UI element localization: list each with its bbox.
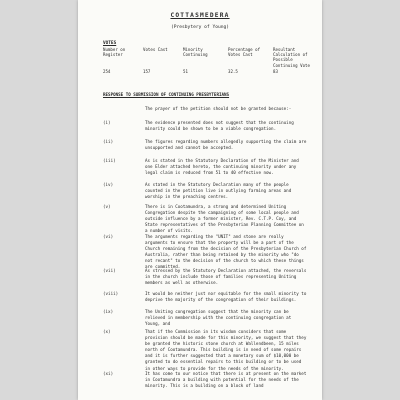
votes-column bbox=[183, 47, 223, 74]
item-number: (v) bbox=[103, 204, 111, 209]
item-text: The Uniting congregation suggest that the minority can be relieved in membership with the continuing congregation at Young, and bbox=[145, 309, 292, 327]
votes-column-value: 254 bbox=[103, 69, 111, 74]
item-number: (vi) bbox=[103, 234, 114, 239]
document-page bbox=[78, 0, 322, 400]
votes-column bbox=[273, 47, 318, 74]
votes-column bbox=[143, 47, 173, 74]
item-text: As is stated in the Statutory Declaration of the Minister and one Elder attached hereto, the continuing minority under any legal claim is reduced from 51 to 40 effective now. bbox=[145, 158, 299, 176]
item-text: It has come to our notice that there is at present on the market in Cootamundra a building with potential for the needs of the minority. This is a building on a block of land bbox=[145, 371, 307, 389]
document-subtitle: (Presbytery of Young) bbox=[170, 25, 230, 30]
item-number: (vii) bbox=[103, 268, 116, 273]
item-number: (ii) bbox=[103, 139, 114, 144]
item-text: The evidence presented does not suggest that the continuing minority could be shown to be a viable congregation. bbox=[145, 120, 294, 132]
votes-column-value: 32.5 bbox=[228, 69, 238, 74]
votes-column-value: 51 bbox=[183, 69, 188, 74]
item-number: (iv) bbox=[103, 182, 114, 187]
votes-column-value: 157 bbox=[143, 69, 151, 74]
votes-column-header: Number on Register bbox=[103, 47, 126, 58]
item-text: There is in Cootamundra, a strong and determined Uniting Congregation despite the campaigning of some local people and outside influence by a former minister, Rev. C.T.P. Coy, and State representatives of the Presbyterian Planning Committee on a number of visits. bbox=[145, 204, 304, 234]
votes-column-header: Percentage of Votes Cast bbox=[228, 47, 261, 58]
item-number: (xi) bbox=[103, 371, 114, 376]
intro-paragraph: The prayer of the petition should not be granted because:- bbox=[145, 106, 292, 111]
votes-column-header: Resultant Calculation of Possible Continuing Vote bbox=[273, 47, 310, 68]
item-number: (i) bbox=[103, 120, 111, 125]
item-number: (ix) bbox=[103, 309, 114, 314]
votes-column bbox=[103, 47, 143, 74]
votes-heading: VOTES bbox=[103, 41, 117, 46]
votes-column-value: 83 bbox=[273, 69, 278, 74]
item-number: (iii) bbox=[103, 158, 116, 163]
votes-column bbox=[228, 47, 273, 74]
item-text: As stressed by the Statutory Declaration attached, the reversals in the church include those of families representing Uniting members as well as otherwise. bbox=[145, 268, 307, 286]
item-number: (viii) bbox=[103, 291, 119, 296]
item-text: It would be neither just nor equitable for the small minority to deprive the majority of the congregation of their buildings. bbox=[145, 291, 307, 303]
document-title: COTTASMEDERA bbox=[170, 12, 230, 19]
item-text: As stated in the Statutory Declaration many of the people counted in the petition live in outlying farming areas and worship in the preaching centres. bbox=[145, 182, 292, 200]
votes-column-header: Minority Continuing bbox=[183, 47, 208, 58]
item-text: The figures regarding numbers allegedly supporting the claim are unsupported and cannot be accepted. bbox=[145, 139, 307, 151]
item-text: That if the Commission in its wisdom considers that some provision should be made for this minority, we suggest that they be granted the historic stone church at Wallendbeen, 15 miles north of Cootamundra. This building is in need of some repairs and it is further suggested that a monetary sum of $10,000 be granted to do essential repairs to this building or to be used in other ways to provide for the needs of the minority. bbox=[145, 329, 307, 371]
votes-column-header: Votes Cast bbox=[143, 47, 168, 52]
section-heading: RESPONSE TO SUBMISSION OF CONTINUING PRESBYTERIANS bbox=[103, 92, 230, 97]
item-text: The arguments regarding the "UNIT" and stone are really arguments to ensure that the property will be a part of the Church remaining from the decision of the Presbyterian Church of Australia, rather than being retained by the minority who "do not recant" to the decision of the church to which these things are committed. bbox=[145, 234, 307, 270]
item-number: (x) bbox=[103, 329, 111, 334]
